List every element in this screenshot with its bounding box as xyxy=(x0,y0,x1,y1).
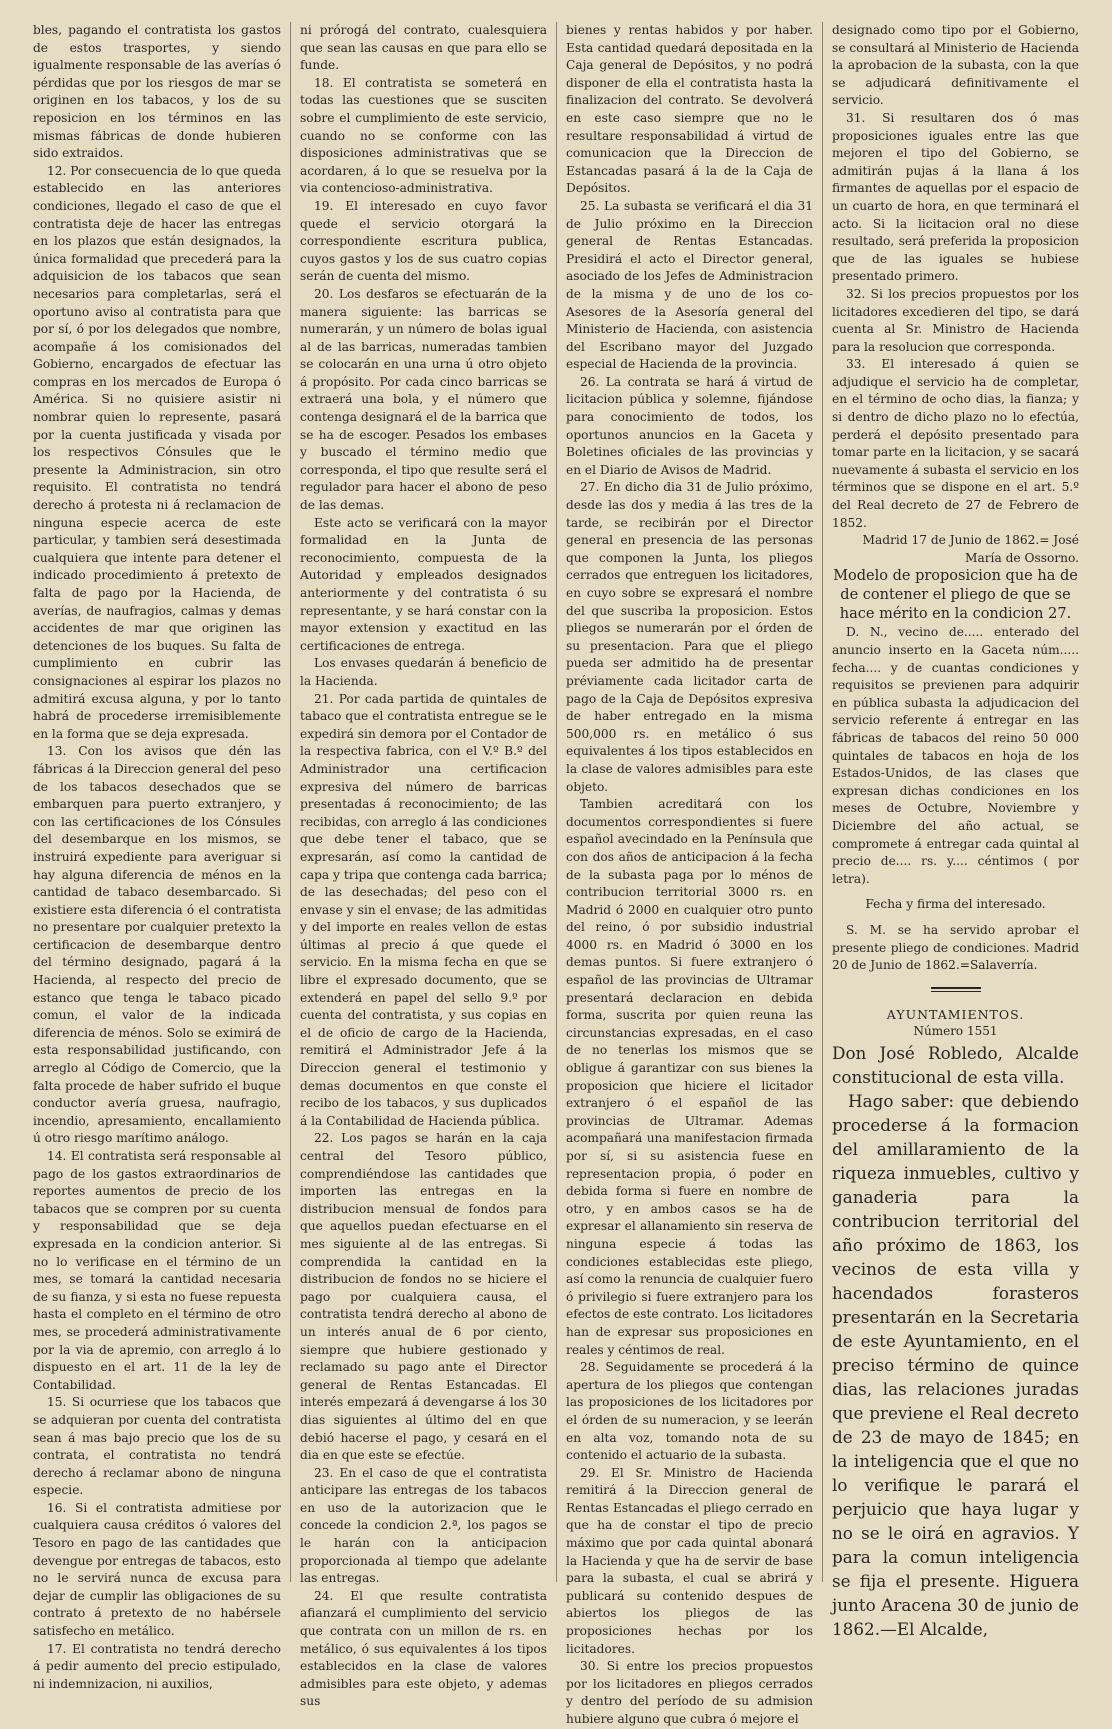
paragraph-17-cont: ni prórogá del contrato, cualesquiera que sean las causas en que para ello se funde. xyxy=(300,23,547,73)
column-4 xyxy=(822,22,1088,1639)
paragraph-13: 13. Con los avisos que dén las fábricas á la Direccion general del peso de los tabacos desechados que se embarquen para puerto extranjero, y con las certificaciones de los Cónsules del desembarque en los mismos, se instruirá expediente para averiguar si hay alguna diferencia de ménos en la cantidad de tabaco desembarcado. Si existiere esta diferencia ó el contratista no presentare por cualquier pretexto la certificacion de desembarque dentro del término designado, pagará á la Hacienda, al respecto del precio de estanco que tenga le tabaco picado comun, el valor de la indicada diferencia de ménos. Solo se eximirá de esta responsabilidad justificando, con arreglo al Código de Comercio, que la falta procede de haber sufrido el buque conductor avería gruesa, naufragio, incendio, apresamiento, encallamiento ú otro riesgo marítimo análogo. xyxy=(33,744,281,1146)
paragraph-14: 14. El contratista será responsable al pago de los gastos extraordinarios de reportes aumentos de precio de los tabacos que se compren por su cuenta y responsabilidad que se deja expresada en la condicion anterior. Si no lo verificase en el término de un mes, se tomará la cantidad necesaria de su fianza, y si esta no fuese repuesta hasta el completo en el término de otro mes, se procederá administrativamente por la via de apremio, con arreglo á lo dispuesto en el art. 11 de la ley de Contabilidad. xyxy=(33,1149,281,1392)
paragraph-15: 15. Si ocurriese que los tabacos que se adquieran por cuenta del contratista sean á mas bajo precio que los de su contrata, el contratista no tendrá derecho á reclamar abono de ninguna especie. xyxy=(33,1395,281,1498)
notice-body xyxy=(832,1041,1079,1641)
section-divider xyxy=(931,987,981,992)
paragraph-12: 12. Por consecuencia de lo que queda establecido en las anteriores condiciones, llegado el caso de que el contratista deje de hacer las entregas en los plazos que están designados, la única formalidad que precederá para la adquisicion de los tabacos que sean necesarios para completarlas, será el oportuno aviso al contratista para que por sí, ó por los delegados que nombre, acompañe á los comisionados del Gobierno, encargados de efectuar las compras en los mercados de Europa ó América. Si no quisiere asistir ni nombrar quien lo represente, pasará por la cuenta justificada y visada por los respectivos Cónsules que le presente la Administracion, sin otro requisito. El contratista no tendrá derecho á protesta ni á reclamacion de ninguna especie acerca de este particular, y tambien será desestimada cualquiera que intente para detener el indicado procedimiento á pretexto de falta de pago por la Hacienda, de averías, de naufragios, calmas y demas accidentes de mar que originen las detenciones de los buques. Su falta de cumplimiento en cubrir las consignaciones al espirar los plazos no admitirá excusa alguna, y por lo tanto habrá de procederse irremisiblemente en la forma que se deja expresada. xyxy=(33,163,281,741)
paragraph-30-cont: designado como tipo por el Gobierno, se consultará al Ministerio de Hacienda la aprobacion de la subasta, con la que se adjudicará definitivamente el servicio. xyxy=(832,23,1079,108)
paragraph-19: 19. El interesado en cuyo favor quede el servicio otorgará la correspondiente escritura publica, cuyos gastos y los de sus cuatro copias serán de cuenta del mismo. xyxy=(300,198,547,284)
notice-text: Hago saber: que debiendo procederse á la formacion del amillaramiento de la riqueza inmuebles, cultivo y ganaderia para la contribucion territorial del año próximo de 1863, los vecinos de esta villa y hacendados forasteros presentarán en la Secretaria de este Ayuntamiento, en el preciso término de quince dias, las relaciones juradas que previene el Real decreto de 23 de mayo de 1845; en la inteligencia que el que no lo verifique le parará el perjuicio que haya lugar y no se le oirá en agravios. Y para la comun inteligencia se fija el presente. Higuera junto Aracena 30 de junio de 1862.—El Alcalde, xyxy=(832,1090,1079,1639)
paragraph-18: 18. El contratista se someterá en todas las cuestiones que se susciten sobre el cumplimiento de este servicio, cuando no se conforme con las disposiciones administrativas que se acordaren, á lo que se resuelva por la via contencioso-administrativa. xyxy=(300,75,547,196)
paragraph-16: 16. Si el contratista admitiese por cualquiera causa créditos ó valores del Tesoro en pago de las cantidades que devengue por entregas de tabacos, esto no le servirá nunca de excusa para dejar de cumplir las obligaciones de su contrato á pretexto de no habérsele satisfecho en metálico. xyxy=(33,1500,281,1639)
notice-number: Número 1551 xyxy=(913,1024,998,1039)
paragraph-25: 25. La subasta se verificará el dia 31 de Julio próximo en la Direccion general de Rentas Estancadas. Presidirá el acto el Director general, asociado de los Jefes de Administracion de la misma y de uno de los co-Asesores de la Asesoría general del Ministerio de Hacienda, con asistencia del Escribano mayor del Juzgado especial de Hacienda de la provincia. xyxy=(566,198,813,372)
signature-madrid: Madrid 17 de Junio de 1862.= José María de Ossorno. xyxy=(862,533,1079,565)
paragraph-23: 23. En el caso de que el contratista anticipare las entregas de los tabacos en uso de la autorizacion que le concede la condicion 2.ª, los pagos se le harán con la anticipacion proporcionada al tiempo que adelante las entregas. xyxy=(300,1465,547,1586)
paragraph-20b: Este acto se verificará con la mayor formalidad en la Junta de reconocimiento, compuesta de la Autoridad y empleados designados anteriormente y del contratista ó su representante, y se hará constar con la mayor extension y exactitud en las certificaciones de entrega. xyxy=(300,515,547,653)
column-1 xyxy=(24,22,290,1691)
model-proposal: D. N., vecino de..... enterado del anuncio inserto en la Gaceta núm..... fecha.... y de cuantas condiciones y requisitos se previenen para adquirir en pública subasta la adjudicacion del servicio referente á entregar en las fábricas de tabacos del reino 50 000 quintales de tabacos en hoja de los Estados-Unidos, de las clases que expresan dichas condiciones en los meses de Octubre, Noviembre y Diciembre del año actual, se compromete á entregar cada quintal al precio de.... rs. y.... céntimos ( por letra). xyxy=(832,625,1079,886)
paragraph-26: 26. La contrata se hará á virtud de licitacion pública y solemne, fijándose para conocimiento de todos, los oportunos anuncios en la Gaceta y Boletines oficiales de las provincias y en el Diario de Avisos de Madrid. xyxy=(566,374,813,477)
paragraph-33: 33. El interesado á quien se adjudique el servicio ha de completar, en el término de ocho dias, la fianza; y si dentro de dicho plazo no lo efectúa, perderá el depósito presentado para tomar parte en la licitacion, y se sacará nuevamente á subasta el servicio en los términos que se dispone en el art. 5.º del Real decreto de 27 de Febrero de 1852. xyxy=(832,357,1079,530)
signature-line: Fecha y firma del interesado. xyxy=(865,897,1046,912)
paragraph-11-cont: bles, pagando el contratista los gastos de estos trasportes, y siendo igualmente responsable de las averías ó pérdidas que por los riesgos de mar se originen en los tabacos, y los de su reposicion en los términos en las mismas fábricas de donde hubieren sido extraidos. xyxy=(33,23,281,161)
paragraph-24-cont: bienes y rentas habidos y por haber. Esta cantidad quedará depositada en la Caja general de Depósitos, y no podrá disponer de ella el contratista hasta la finalizacion del contrato. Se devolverá en este caso siempre que no le resultare responsabilidad á virtud de comunicacion que la Direccion de Estancadas pasará á la de la Caja de Depósitos. xyxy=(566,23,813,196)
paragraph-20: 20. Los desfaros se efectuarán de la manera siguiente: las barricas se numerarán, y un número de bolas igual al de las barricas, numeradas tambien se colocarán en una urna ú otro objeto á propósito. Por cada cinco barricas se extraerá una bola, y el número que contenga designará el de la barrica que se ha de escoger. Pesados los embases y buscado el término medio que corresponda, el tipo que resulte será el regulador para hacer el abono de peso de las demas. xyxy=(300,286,547,513)
paragraph-21: 21. Por cada partida de quintales de tabaco que el contratista entregue se le expedirá sin demora por el Contador de la respectiva fabrica, con el V.º B.º del Administrador una certificacion expresiva del número de barricas presentadas á reconocimiento; de las recibidas, con arreglo á las condiciones que debe tener el tabaco, que se expresarán, así como la cantidad de capa y tripa que contenga cada barrica; de las desechadas; del peso con el envase y sin el envase; de las admitidas y del importe en reales vellon de estas últimas al precio á que quede el servicio. En la misma fecha en que se libre el expresado documento, que se extenderá en papel del sello 9.º por cuenta del contratista, y sus copias en el de oficio de cargo de la Hacienda, remitirá el Administrador Jefe á la Direccion general el testimonio y demas documentos en que conste el recibo de los tabacos, y sus duplicados á la Contabilidad de Hacienda pública. xyxy=(300,691,547,1128)
paragraph-28: 28. Seguidamente se procederá á la apertura de los pliegos que contengan las proposiciones de los licitadores por el órden de su numeracion, y se leerán en alta voz, tomando nota de su contenido el actuario de la subasta. xyxy=(566,1360,813,1463)
column-2 xyxy=(290,22,556,1709)
model-heading: Modelo de proposicion que ha de de contener el pliego de que se hace mérito en la condicion 27. xyxy=(833,568,1078,623)
paragraph-31: 31. Si resultaren dos ó mas proposiciones iguales entre las que mejoren el tipo del Gobierno, se admitirán pujas á la llana á los firmantes de aquellas por el espacio de un cuarto de hora, en que terminará el acto. Si la licitacion oral no diese resultado, será preferida la proposicion que de las iguales se hubiese presentado primero. xyxy=(832,110,1079,284)
paragraph-24: 24. El que resulte contratista afianzará el cumplimiento del servicio que contrata con un millon de rs. en metálico, ó sus equivalentes á los tipos establecidos en la clase de valores admisibles para este objeto, y ademas sus xyxy=(300,1588,547,1709)
paragraph-30: 30. Si entre los precios propuestos por los licitadores en pliegos cerrados y dentro del período de su admision hubiere alguno que cubra ó mejore el xyxy=(566,1659,813,1726)
paragraph-17: 17. El contratista no tendrá derecho á pedir aumento del precio estipulado, ni indemnizacion, ni auxilios, xyxy=(33,1641,281,1691)
section-heading: AYUNTAMIENTOS. xyxy=(886,1006,1025,1022)
paragraph-22: 22. Los pagos se harán en la caja central del Tesoro público, comprendiéndose las cantidades que importen las entregas en la distribucion mensual de fondos para que aquellos puedan efectuarse en el mes siguiente al de las entregas. Si comprendida la cantidad en la distribucion de fondos no se hiciere el pago por cualquiera causa, el contratista tendrá derecho al abono de un interés anual de 6 por ciento, siempre que hubiere gestionado y reclamado su pago ante el Director general de Rentas Estancadas. El interés empezará á devengarse á los 30 dias siguientes al último del en que debió hacerse el pago, y cesará en el dia en que este se efectúe. xyxy=(300,1131,547,1463)
paragraph-27b: Tambien acreditará con los documentos correspondientes si fuere español avecindado en la Península que con dos años de anticipacion á la fecha de la subasta paga por lo ménos de contribucion territorial 3000 rs. en Madrid ó 2000 en cualquier otro punto del reino, ó por subsidio industrial 4000 rs. en Madrid ó 3000 en los demas puntos. Si fuere extranjero ó español de las provincias de Ultramar presentará declaracion en debida forma, suscrita por quien reuna las circunstancias expresadas, en el caso de no tenerlas los mismos que se obligue á garantizar con sus bienes la proposicion que hiciere el licitador extranjero ó el español de las provincias de Ultramar. Ademas acompañará una manifestacion firmada por sí, si su asistencia fuese en representacion propia, ó poder en debida forma si fuere en nombre de otro, y en ambos casos se ha de expresar el allanamiento sin reserva de ninguna especie á todas las condiciones establecidas este pliego, así como la renuncia de cualquier fuero ó privilegio si fuere extranjero para los efectos de este contrato. Los licitadores han de expresar sus proposiciones en reales y céntimos de real. xyxy=(566,797,813,1357)
paragraph-27: 27. En dicho dia 31 de Julio próximo, desde las dos y media á las tres de la tarde, se recibirán por el Director general en presencia de las personas que componen la Junta, los pliegos cerrados que entreguen los licitadores, en cuyo sobre se expresará el nombre del que suscriba la proposicion. Estos pliegos se numerarán por el órden de su presentacion. Para que el pliego pueda ser admitido ha de presentar préviamente cada licitador carta de pago de la Caja de Depósitos expresiva de haber entregado en la misma 500,000 rs. en metálico ó sus equivalentes á los tipos establecidos en la clase de valores admisibles para este objeto. xyxy=(566,480,813,794)
column-3 xyxy=(556,22,822,1726)
paragraph-20c: Los envases quedarán á beneficio de la Hacienda. xyxy=(300,656,547,688)
approval-note: S. M. se ha servido aprobar el presente pliego de condiciones. Madrid 20 de Junio de 1862.=Salaverría. xyxy=(832,922,1079,973)
notice-alcalde: Don José Robledo, Alcalde constitucional de esta villa. xyxy=(832,1042,1079,1087)
paragraph-32: 32. Si los precios propuestos por los licitadores excedieren del tipo, se dará cuenta al Sr. Ministro de Hacienda para la resolucion que corresponda. xyxy=(832,286,1079,354)
paragraph-29: 29. El Sr. Ministro de Hacienda remitirá á la Direccion general de Rentas Estancadas el pliego cerrado en que ha de constar el tipo de precio máximo que por cada quintal abonará la Hacienda y que ha de servir de base para la subasta, el cual se abrirá y publicará su contenido despues de abiertos los pliegos de las proposiciones hechas por los licitadores. xyxy=(566,1465,813,1656)
